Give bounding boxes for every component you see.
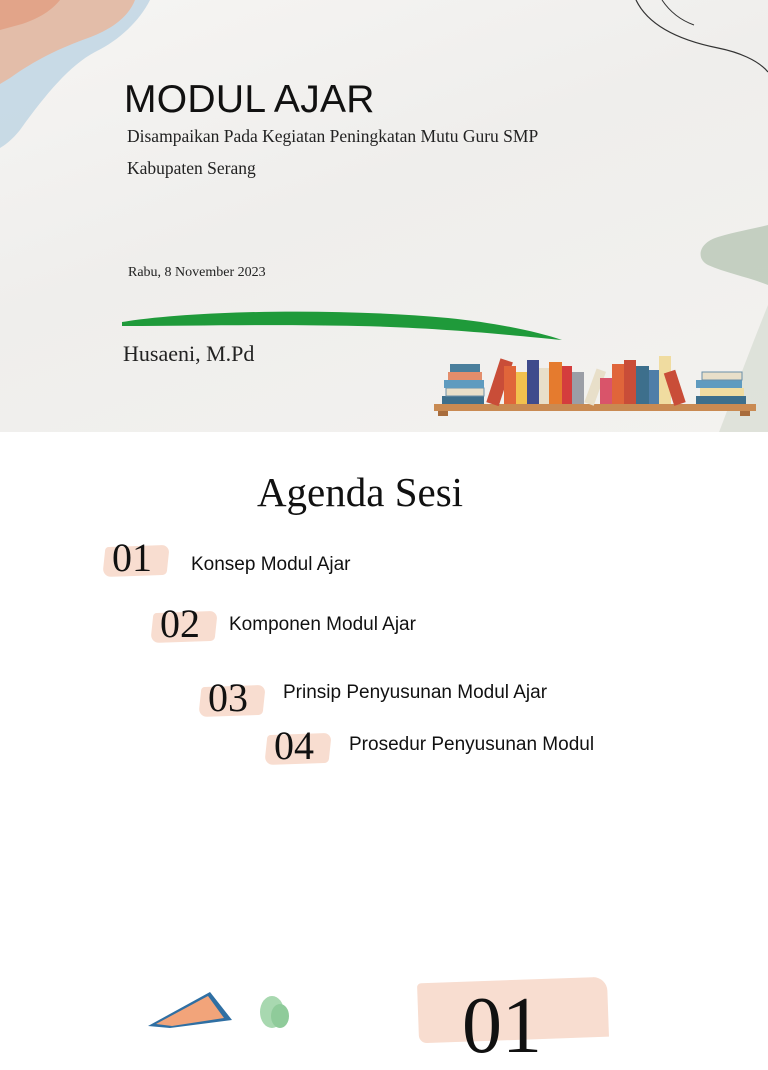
agenda-number-badge: [266, 723, 332, 768]
agenda-number-badge: [104, 535, 170, 580]
agenda-item-label: Prinsip Penyusunan Modul Ajar: [283, 682, 548, 703]
bookshelf-illustration-icon: [434, 352, 756, 418]
decorative-lines-icon: [618, 0, 768, 80]
agenda-title: Agenda Sesi: [256, 469, 464, 515]
agenda-item-label: Konsep Modul Ajar: [191, 554, 351, 575]
subtitle-line-1: Disampaikan Pada Kegiatan Peningkatan Mutu Guru SMP: [127, 126, 539, 146]
author-name: Husaeni, M.Pd: [123, 341, 255, 366]
next-slide-number: 01: [462, 982, 542, 1070]
subtitle-line-2: Kabupaten Serang: [127, 158, 256, 178]
presentation-title: MODUL AJAR: [124, 78, 375, 121]
agenda-item-label: Komponen Modul Ajar: [229, 614, 416, 635]
plant-illustration-icon: [254, 994, 294, 1028]
agenda-number-badge: [200, 675, 266, 720]
agenda-item-label: Prosedur Penyusunan Modul: [349, 734, 595, 755]
presentation-date: Rabu, 8 November 2023: [128, 265, 266, 280]
agenda-number: 01: [112, 535, 152, 580]
agenda-number: 02: [160, 601, 200, 646]
title-slide: [0, 0, 768, 432]
agenda-number: 04: [274, 723, 314, 768]
next-slide-number-badge: [418, 976, 614, 1070]
agenda-number-badge: [152, 601, 218, 646]
agenda-slide: [0, 432, 768, 1070]
agenda-number: 03: [208, 675, 248, 720]
laptop-illustration-icon: [140, 988, 240, 1028]
